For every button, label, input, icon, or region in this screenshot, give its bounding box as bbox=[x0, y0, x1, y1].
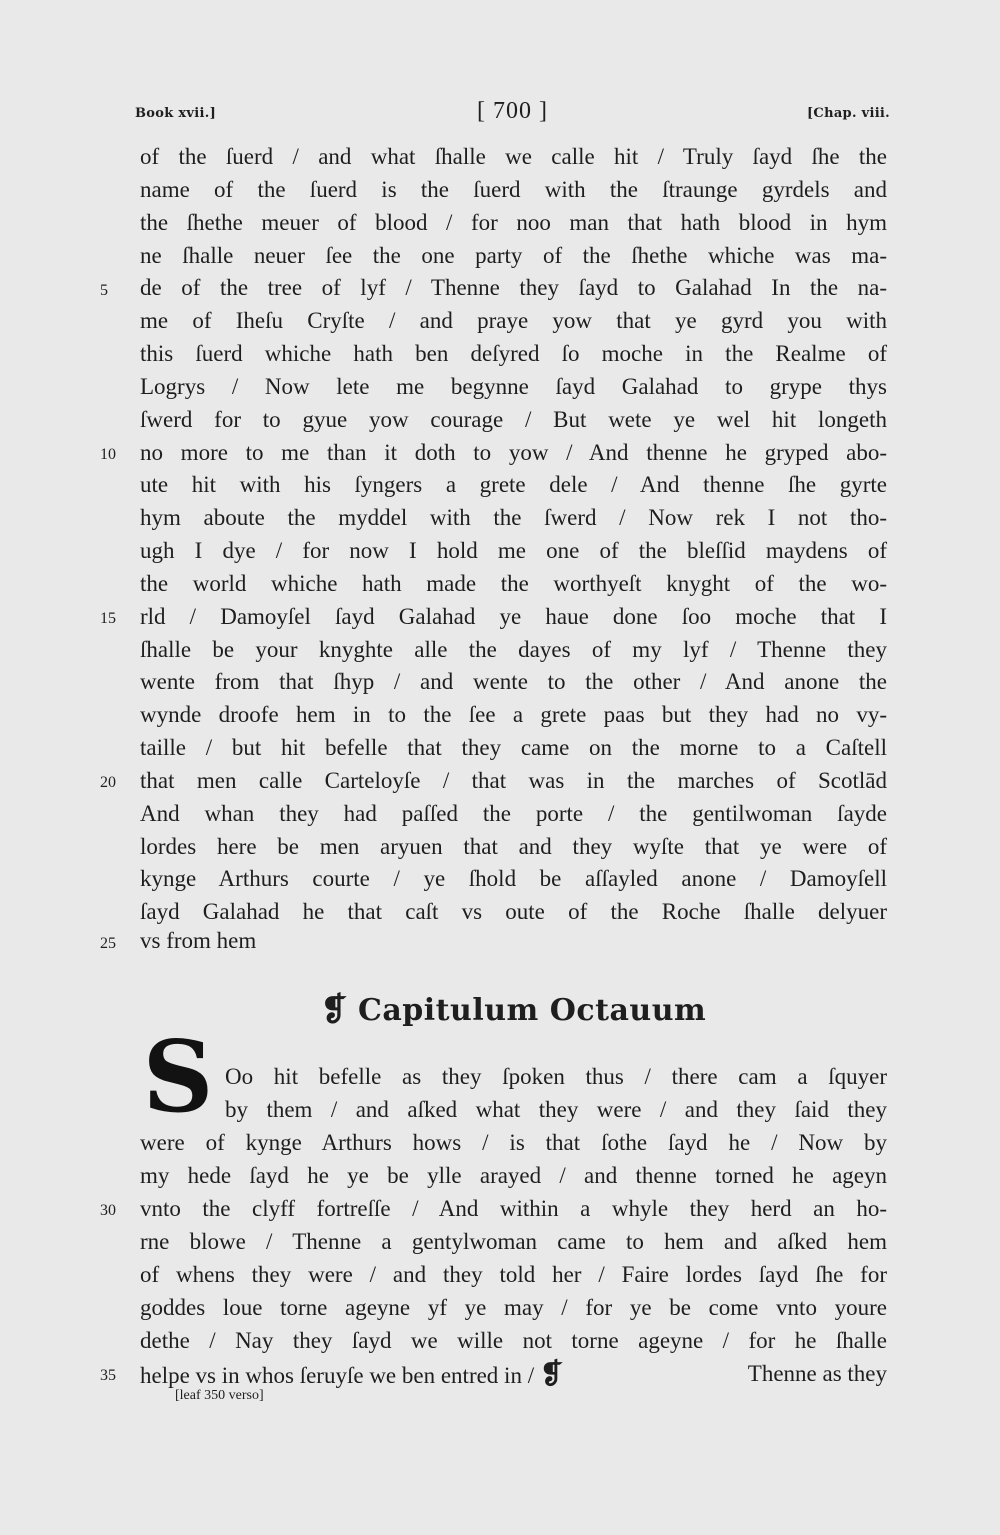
text-line: wente from that ſhyp / and wente to the other / And anone the bbox=[140, 669, 887, 694]
text-line: ute hit with his ſyngers a grete dele / And thenne ſhe gyrte bbox=[140, 472, 887, 497]
text-line: were of kynge Arthurs hows / is that ſothe ſayd he / Now by bbox=[140, 1130, 887, 1155]
line-number: 15 bbox=[100, 610, 116, 627]
text-line: goddes loue torne ageyne yf ye may / for ye be come vnto youre bbox=[140, 1295, 887, 1320]
pilcrow-icon: ❡ bbox=[320, 990, 348, 1028]
text-line: ugh I dye / for now I hold me one of the bleſſid maydens of bbox=[140, 538, 887, 563]
drop-cap-letter: S bbox=[142, 1020, 214, 1135]
text-line: de of the tree of lyf / Thenne they ſayd to Galahad In the na- bbox=[140, 275, 887, 300]
page-number: [ 700 ] bbox=[477, 98, 548, 124]
text-line-part: helpe vs in whos ſeruyſe we ben entred in / bbox=[140, 1363, 535, 1388]
text-line: that men calle Carteloyſe / that was in the marches of Scotlād bbox=[140, 768, 887, 793]
text-line: of whens they were / and they told her / Faire lordes ſayd ſhe for bbox=[140, 1262, 887, 1287]
running-head-book: Book xvii.] bbox=[135, 106, 217, 121]
text-line: rne blowe / Thenne a gentylwoman came to hem and aſked hem bbox=[140, 1229, 887, 1254]
chapter-title: Capitulum Octauum bbox=[357, 993, 707, 1028]
text-line: name of the ſuerd is the ſuerd with the ſtraunge gyrdels and bbox=[140, 177, 887, 202]
text-line: Logrys / Now lete me begynne ſayd Galahad to grype thys bbox=[140, 374, 887, 399]
text-line: of the ſuerd / and what ſhalle we calle hit / Truly ſayd ſhe the bbox=[140, 144, 887, 169]
text-line: no more to me than it doth to yow / And thenne he gryped abo- bbox=[140, 440, 887, 465]
text-line: the world whiche hath made the worthyeſt knyght of the wo- bbox=[140, 571, 887, 596]
text-line: ne ſhalle neuer ſee the one party of the ſhethe whiche was ma- bbox=[140, 243, 887, 268]
text-line: And whan they had paſſed the porte / the gentilwoman ſayde bbox=[140, 801, 887, 826]
line-number: 20 bbox=[100, 774, 116, 791]
running-head-chapter: [Chap. viii. bbox=[806, 106, 890, 121]
drop-cap bbox=[133, 1020, 223, 1135]
pilcrow-icon: ❡ bbox=[539, 1357, 564, 1390]
line-number: 30 bbox=[100, 1202, 116, 1219]
line-number: 25 bbox=[100, 935, 116, 952]
text-line: ſayd Galahad he that caſt vs oute of the Roche ſhalle delyuer bbox=[140, 899, 887, 924]
text-line: kynge Arthurs courte / ye ſhold be aſſayled anone / Damoyſell bbox=[140, 866, 887, 891]
text-line: this ſuerd whiche hath ben deſyred ſo moche in the Realme of bbox=[140, 341, 887, 366]
text-line: me of Iheſu Cryſte / and praye yow that ye gyrd you with bbox=[140, 308, 887, 333]
text-line: vs from hem bbox=[140, 928, 257, 953]
line-number: 10 bbox=[100, 446, 116, 463]
chapter-heading bbox=[140, 990, 887, 1028]
text-line: Thenne as they bbox=[747, 1361, 887, 1386]
line-number: 35 bbox=[100, 1367, 116, 1384]
text-line: by them / and aſked what they were / and they ſaid they bbox=[225, 1097, 887, 1122]
leaf-note: [leaf 350 verso] bbox=[175, 1388, 264, 1403]
text-line: lordes here be men aryuen that and they wyſte that ye were of bbox=[140, 834, 887, 859]
text-line: ſwerd for to gyue yow courage / But wete ye wel hit longeth bbox=[140, 407, 887, 432]
text-line: ſhalle be your knyghte alle the dayes of my lyf / Thenne they bbox=[140, 637, 887, 662]
text-line: hym aboute the myddel with the ſwerd / Now rek I not tho- bbox=[140, 505, 887, 530]
text-line: my hede ſayd he ye be ylle arayed / and thenne torned he ageyn bbox=[140, 1163, 887, 1188]
text-line: taille / but hit befelle that they came on the morne to a Caſtell bbox=[140, 735, 887, 760]
text-line: rld / Damoyſel ſayd Galahad ye haue done ſoo moche that I bbox=[140, 604, 887, 629]
running-head bbox=[135, 98, 890, 134]
text-line: dethe / Nay they ſayd we wille not torne ageyne / for he ſhalle bbox=[140, 1328, 887, 1353]
line-number: 5 bbox=[100, 282, 108, 299]
text-line: wynde droofe hem in to the ſee a grete paas but they had no vy- bbox=[140, 702, 887, 727]
text-line bbox=[140, 1359, 563, 1391]
text-line: the ſhethe meuer of blood / for noo man that hath blood in hym bbox=[140, 210, 887, 235]
text-line: Oo hit befelle as they ſpoken thus / there cam a ſquyer bbox=[225, 1064, 887, 1089]
text-line: vnto the clyff fortreſſe / And within a whyle they herd an ho- bbox=[140, 1196, 887, 1221]
